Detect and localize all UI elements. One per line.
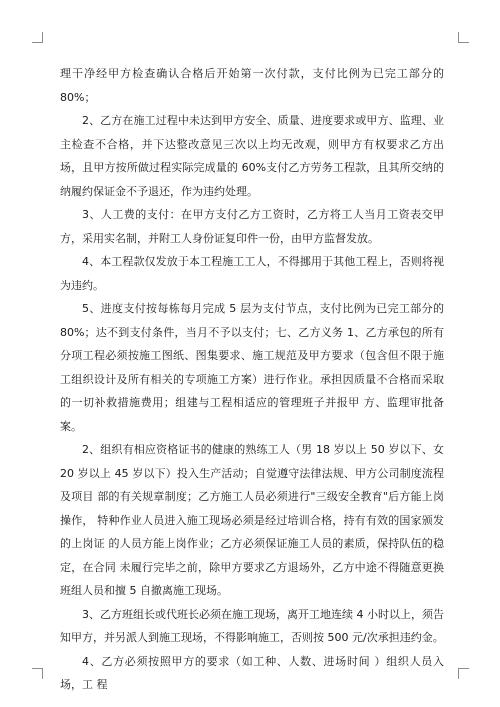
paragraph-clause-2-penalty: 2、乙方在施工过程中未达到甲方安全、质量、进度要求或甲方、监理、业主检查不合格，并下达整改意见三次以上均无改观，则甲方有权要求乙方出场，且甲方按所做过程实际完成量的 60%支付乙方劳务工程款，且其所交纳的纳履约保证金不予退还，作为违约处理。	[60, 114, 444, 198]
paragraph-obligation-4-staffing: 4、乙方必须按照甲方的要求（如工种、人数、进场时间 ）组织人员入场，工 程	[60, 654, 444, 691]
paragraph-obligation-3-team-leader: 3、乙方班组长或代班长必须在施工现场，离开工地连续 4 小时以上，须告 知甲方，并另派人到施工现场，不得影响施工，否则按 500 元/次承担违约金。	[60, 607, 444, 644]
paragraph-clause-3-labor-payment: 3、人工费的支付：在甲方支付乙方工资时，乙方将工人当月工资表交甲方，采用实名制，并附工人身份证复印件一份，由甲方监督发放。	[60, 208, 444, 245]
paragraph-clause-5-progress-payment: 5、进度支付按每栋每月完成 5 层为支付节点，支付比例为已完工部分的 80%；达不到支付条件，当月不予以支付；七、乙方义务 1、乙方承包的所有分项工程必须按施工图纸、图集要求、施工规范及甲方要求（包含但不限于施工组织设计及所有相关的专项施工方案）进行作业。承担因质量不合格而采取的一切补救措施费用；组建与工程相适应的管理班子并报甲 方、监理审批备案。	[60, 302, 444, 433]
paragraph-clause-4-fund-use: 4、本工程款仅发放于本工程施工工人，不得挪用于其他工程上，否则将视为违约。	[60, 255, 444, 292]
crop-mark-bottom-left	[32, 668, 43, 679]
crop-mark-top-left	[32, 32, 43, 43]
paragraph-continuation: 理干净经甲方检查确认合格后开始第一次付款，支付比例为已完工部分的 80%；	[60, 67, 444, 104]
crop-mark-bottom-right	[458, 668, 469, 679]
crop-mark-top-right	[458, 32, 469, 43]
paragraph-obligation-2-workers: 2、组织有相应资格证书的健康的熟练工人（男 18 岁以上 50 岁以下、女 20 岁以上 45 岁以下）投入生产活动；自觉遵守法律法规、甲方公司制度流程及项目 部的有关规章制度；乙方施工人员必须进行"三级安全教育"后方能上岗操作， 特种作业人员进入施工现场必须是经过培训合格，持有有效的国家颁发的上岗证 的人员方能上岗作业；乙方必须保证施工人员的素质，保持队伍的稳定，在合同 未履行完毕之前，除甲方要求乙方退场外，乙方中途不得随意更换班组人员和擅 5 自撤离施工现场。	[60, 443, 444, 597]
document-body	[60, 62, 444, 697]
